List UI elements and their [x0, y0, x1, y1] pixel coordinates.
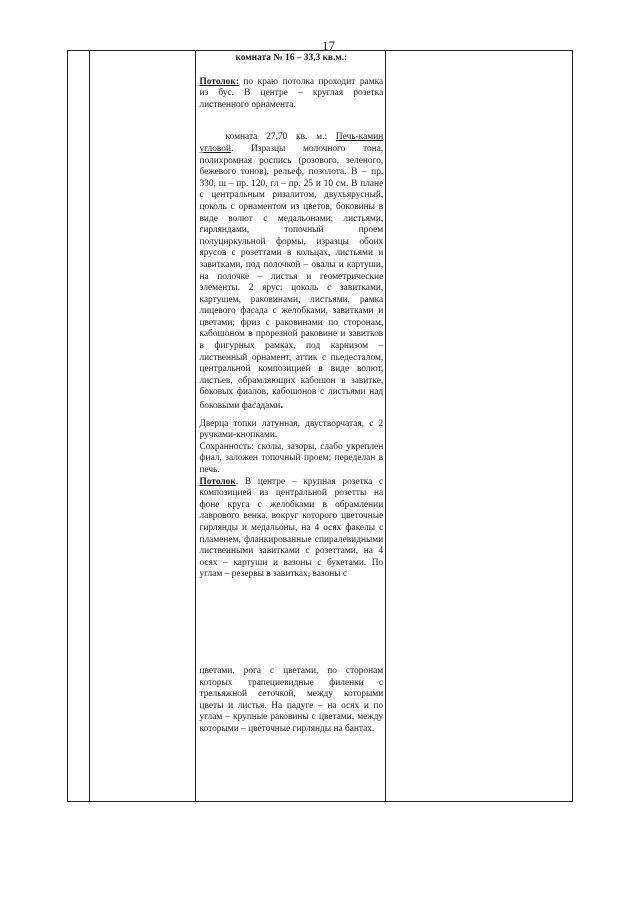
ceiling2-label: Потолок — [199, 476, 236, 487]
fireplace-title: Печь-камин угловой — [199, 132, 384, 154]
fireplace-description: . Изразцы молочного тона, полихромная роспись (розового, зеленого, бежевого тонов), рельеф, позолота. В – пр. 330, ш – пр. 120, гл – пр. 25 и 10 см. В плане с центральным ризалитом, двухъярусный, цоколь с орнаментом из цветов, боковины в виде волют с медальонами, листьями, гирляндами, топочный проем полуциркульной формы, изразцы обоих ярусов с розеттами в кольцах, листьями и завитками, под полочкой – овалы и картуши, на полочке – листья и геометрические элементы. 2 ярус: цоколь с завитками, картушем, раковинами, листьями, рамка лицевого фасада с желобками, завитками и цветами; фриз с раковинами по сторонам, кабошоном в прорезной раковине и завитков в фигурных рамках, под карнизом – лиственный орнамент, аттик с пьедесталом, центральной композицией в виде волют, листьев, обрамляющих кабошон в завитке, боковых фиалов, кабошонов с листьями над боковыми фасадами — [199, 143, 384, 412]
fireplace-intro: комната 27,70 кв. м.: — [225, 132, 336, 143]
description-column-cell — [196, 51, 386, 802]
door-paragraph: Дверца топки латунная, двустворчатая, с 2 ручками-кнопками. — [199, 418, 384, 441]
fireplace-end-mark: . — [280, 397, 284, 412]
condition-paragraph: Сохранность: сколы, зазоры, слабо укреплен фиал, заложен топочный проем; переделан в печь. — [199, 441, 384, 475]
table-row — [68, 51, 573, 802]
object-column-cell — [90, 51, 196, 802]
page-number: 17 — [322, 38, 335, 53]
ceiling2-text: . В центре – крупная розетка с композицией из центральной розетты на фоне круга с желобками в обрамлении лаврового венка, вокруг которого цветочные гирлянды и медальоны, на 4 осях факелы с пламенем, фланкированные спиралевидными лиственными завитками с розеттами, на 4 осях – картуши и вазоны с букетами. По углам – резервы в завитках, вазоны с — [199, 476, 384, 580]
number-column-cell — [68, 51, 90, 802]
ceiling-label: Потолок: — [199, 76, 239, 87]
fireplace-paragraph — [199, 132, 383, 412]
description-table — [67, 50, 573, 802]
room-heading: комната № 16 – 33,3 кв.м.: — [235, 53, 348, 63]
ceiling2-paragraph — [199, 477, 383, 581]
continuation-paragraph: цветами, рога с цветами, по сторонам которых трапециевидные филенки с трельяжной сеточкой, между которыми цветы и листья. На падуге – на осях и по углам – крупные раковины с цветами, между которыми – цветочные гирлянды на бантах. — [199, 665, 384, 734]
ceiling-paragraph — [199, 77, 383, 112]
notes-column-cell — [386, 51, 573, 802]
ceiling-text: по краю потолка проходит рамка из бус. В центре – круглая розетка лиственного орнамента. — [199, 76, 384, 110]
